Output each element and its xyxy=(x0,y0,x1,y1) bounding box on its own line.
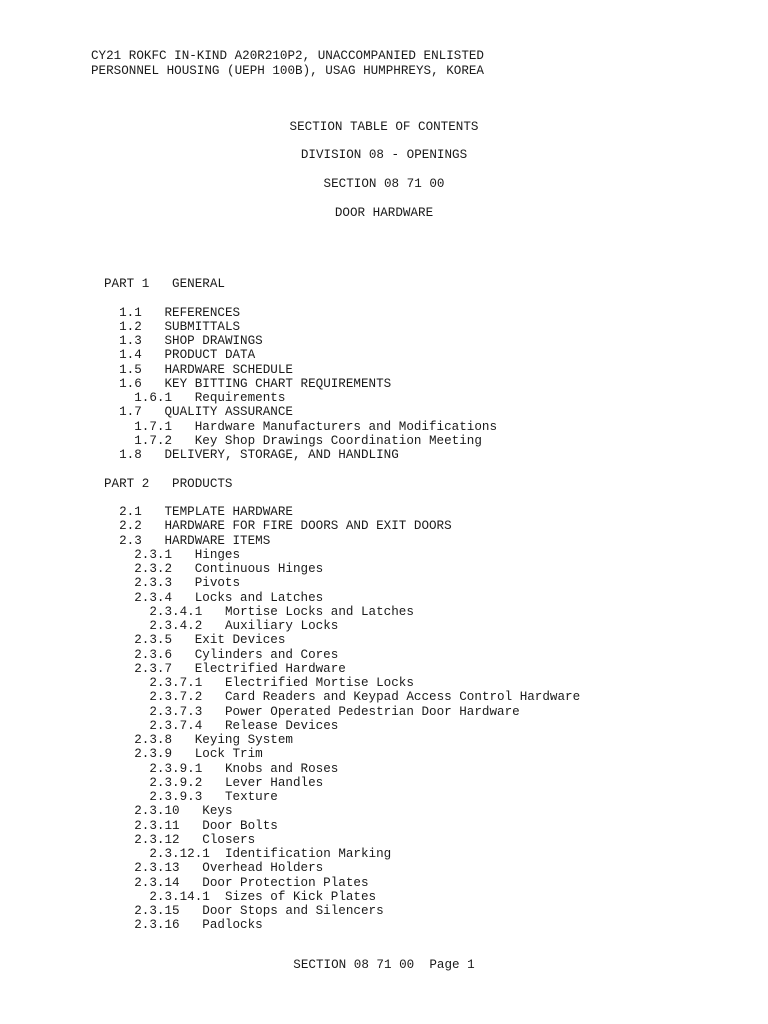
toc-entry xyxy=(104,391,580,405)
toc-entry-title: Door Stops and Silencers xyxy=(202,904,384,918)
toc-indent xyxy=(104,861,134,875)
toc-entry-number: 1.5 xyxy=(119,362,142,377)
toc-entry xyxy=(104,348,580,362)
toc-indent xyxy=(104,776,149,790)
toc-spacer xyxy=(104,291,580,305)
toc-entry xyxy=(104,662,580,676)
toc-indent xyxy=(104,519,119,533)
toc-entry xyxy=(104,676,580,690)
toc-entry-number: 1.3 xyxy=(119,334,142,348)
toc-entry-title: GENERAL xyxy=(172,277,225,291)
toc-indent xyxy=(104,306,119,320)
toc-indent xyxy=(104,377,119,391)
toc-entry-number: 2.3.15 xyxy=(134,904,180,918)
toc-entry xyxy=(104,576,580,590)
toc-indent xyxy=(104,676,149,690)
toc-entry-number: 2.3.9.1 xyxy=(149,761,203,776)
toc-entry-number: 1.4 xyxy=(119,348,142,363)
toc-entry-title: Door Protection Plates xyxy=(202,875,369,890)
toc-entry xyxy=(104,334,580,348)
toc-entry-title: Knobs and Roses xyxy=(224,761,339,776)
toc-entry-title: Lever Handles xyxy=(224,775,324,790)
toc-entry-title: Hinges xyxy=(194,547,241,562)
toc-indent xyxy=(104,904,134,918)
toc-indent xyxy=(104,534,119,548)
toc-indent xyxy=(104,890,149,904)
toc-entry-title: Locks and Latches xyxy=(194,590,324,605)
toc-indent xyxy=(104,819,134,833)
toc-entry-number: 1.7 xyxy=(119,405,142,420)
toc-entry-number: 2.3.9.2 xyxy=(149,775,203,790)
toc-entry-number: 2.3.9.3 xyxy=(149,790,203,804)
toc-entry-title: Sizes of Kick Plates xyxy=(224,889,377,904)
toc-entry-title: REFERENCES xyxy=(164,305,241,320)
toc-entry xyxy=(104,648,580,662)
toc-indent xyxy=(104,591,134,605)
toc-title: SECTION TABLE OF CONTENTS xyxy=(289,120,479,134)
toc-entry-number: 2.3.3 xyxy=(134,576,173,591)
toc-entry xyxy=(104,377,580,391)
toc-entry-number: 2.3 xyxy=(119,533,142,548)
toc-entry-number: 2.3.4.1 xyxy=(149,604,203,619)
toc-entry-title: Electrified Mortise Locks xyxy=(224,676,414,690)
toc-indent xyxy=(104,363,119,377)
toc-entry-title: Identification Marking xyxy=(224,847,392,861)
toc-entry-number: 1.7.2 xyxy=(134,433,173,448)
toc-entry-number: 2.3.8 xyxy=(134,733,173,747)
toc-indent xyxy=(104,320,119,334)
table-of-contents xyxy=(104,277,580,933)
toc-entry-number: 2.3.7.2 xyxy=(149,690,203,705)
toc-indent xyxy=(104,562,134,576)
toc-entry-number: 1.6 xyxy=(119,376,142,391)
toc-entry xyxy=(104,548,580,562)
toc-entry-title: QUALITY ASSURANCE xyxy=(164,405,293,420)
toc-indent xyxy=(104,619,149,633)
toc-entry-number: 1.7.1 xyxy=(134,419,173,434)
toc-entry-title: Mortise Locks and Latches xyxy=(224,604,414,619)
toc-indent xyxy=(104,762,149,776)
toc-part-heading xyxy=(104,277,580,291)
toc-entry-title: PRODUCT DATA xyxy=(164,348,256,363)
toc-entry-number: PART 2 xyxy=(104,476,150,491)
toc-indent xyxy=(104,733,134,747)
toc-entry-number: 2.3.12.1 xyxy=(149,847,210,861)
toc-entry xyxy=(104,619,580,633)
toc-entry xyxy=(104,534,580,548)
toc-entry-title: Key Shop Drawings Coordination Meeting xyxy=(194,433,482,448)
toc-indent xyxy=(104,348,119,362)
toc-entry xyxy=(104,363,580,377)
toc-indent xyxy=(104,605,149,619)
toc-entry-title: Electrified Hardware xyxy=(194,661,346,676)
toc-entry-number: 2.3.7 xyxy=(134,661,173,676)
toc-entry-title: Power Operated Pedestrian Door Hardware xyxy=(224,704,520,719)
toc-entry-number: 2.3.6 xyxy=(134,647,173,662)
toc-indent xyxy=(104,505,119,519)
toc-spacer xyxy=(104,491,580,505)
section-name: DOOR HARDWARE xyxy=(334,206,434,220)
toc-entry-title: Requirements xyxy=(194,391,286,405)
toc-entry xyxy=(104,705,580,719)
toc-indent xyxy=(104,662,134,676)
toc-entry xyxy=(104,776,580,790)
toc-entry-title: Card Readers and Keypad Access Control Hardware xyxy=(224,690,581,705)
toc-entry-number: PART 1 xyxy=(104,277,150,291)
toc-indent xyxy=(104,719,149,733)
toc-indent xyxy=(104,847,149,861)
toc-indent xyxy=(104,705,149,719)
toc-indent xyxy=(104,334,119,348)
toc-entry xyxy=(104,890,580,904)
toc-entry xyxy=(104,605,580,619)
toc-entry xyxy=(104,918,580,932)
toc-entry-title: Overhead Holders xyxy=(202,861,324,876)
toc-entry xyxy=(104,448,580,462)
toc-entry-number: 2.2 xyxy=(119,519,142,534)
toc-entry-title: TEMPLATE HARDWARE xyxy=(164,505,293,519)
toc-entry xyxy=(104,690,580,704)
toc-indent xyxy=(104,804,134,818)
division-title: DIVISION 08 - OPENINGS xyxy=(300,148,468,162)
toc-entry xyxy=(104,804,580,818)
toc-entry-title: SHOP DRAWINGS xyxy=(164,334,263,348)
project-line-1: CY21 ROKFC IN-KIND A20R210P2, UNACCOMPANIED ENLISTED xyxy=(91,49,484,63)
toc-entry-title: Texture xyxy=(224,790,278,804)
page-footer: SECTION 08 71 00 Page 1 xyxy=(293,958,475,972)
toc-indent xyxy=(104,747,134,761)
toc-indent xyxy=(104,420,134,434)
toc-part-heading xyxy=(104,477,580,491)
toc-indent xyxy=(104,790,149,804)
toc-entry xyxy=(104,633,580,647)
toc-entry xyxy=(104,747,580,761)
toc-entry-number: 1.1 xyxy=(119,305,142,320)
toc-entry-number: 1.6.1 xyxy=(134,391,173,405)
toc-entry-number: 2.3.2 xyxy=(134,562,173,576)
toc-entry xyxy=(104,733,580,747)
toc-spacer xyxy=(104,462,580,476)
toc-entry xyxy=(104,306,580,320)
toc-entry-number: 1.2 xyxy=(119,319,142,334)
toc-indent xyxy=(104,391,134,405)
toc-entry-number: 2.3.9 xyxy=(134,747,173,762)
toc-entry-number: 2.3.7.1 xyxy=(149,676,203,690)
toc-indent xyxy=(104,918,134,932)
toc-indent xyxy=(104,833,134,847)
toc-entry xyxy=(104,420,580,434)
toc-entry-title: SUBMITTALS xyxy=(164,319,241,334)
toc-entry xyxy=(104,591,580,605)
toc-entry-title: Padlocks xyxy=(202,918,263,933)
toc-entry-title: KEY BITTING CHART REQUIREMENTS xyxy=(164,376,392,391)
toc-indent xyxy=(104,448,119,462)
toc-entry xyxy=(104,320,580,334)
section-number: SECTION 08 71 00 xyxy=(323,177,445,191)
toc-entry xyxy=(104,562,580,576)
toc-entry-title: HARDWARE ITEMS xyxy=(164,533,271,548)
toc-entry-number: 2.3.16 xyxy=(134,918,180,933)
toc-entry xyxy=(104,519,580,533)
toc-entry-title: Closers xyxy=(202,832,256,847)
toc-entry xyxy=(104,876,580,890)
toc-entry xyxy=(104,904,580,918)
toc-indent xyxy=(104,576,134,590)
toc-entry-number: 2.3.12 xyxy=(134,832,180,847)
toc-entry-number: 2.3.1 xyxy=(134,547,173,562)
project-line-2: PERSONNEL HOUSING (UEPH 100B), USAG HUMPHREYS, KOREA xyxy=(91,64,484,78)
toc-entry-title: Keys xyxy=(202,804,233,819)
toc-entry-title: Pivots xyxy=(194,576,241,591)
toc-indent xyxy=(104,690,149,704)
toc-entry-title: DELIVERY, STORAGE, AND HANDLING xyxy=(164,448,399,462)
toc-entry xyxy=(104,434,580,448)
toc-entry-title: Lock Trim xyxy=(194,747,263,762)
toc-entry-title: Hardware Manufacturers and Modifications xyxy=(194,419,498,434)
toc-entry xyxy=(104,833,580,847)
toc-entry-title: Release Devices xyxy=(224,718,339,733)
toc-indent xyxy=(104,876,134,890)
toc-entry-number: 2.3.7.4 xyxy=(149,718,203,733)
toc-entry-number: 2.3.7.3 xyxy=(149,704,203,719)
toc-entry-number: 2.3.4 xyxy=(134,590,173,605)
toc-indent xyxy=(104,548,134,562)
toc-entry xyxy=(104,790,580,804)
toc-indent xyxy=(104,633,134,647)
toc-entry xyxy=(104,847,580,861)
toc-entry-number: 2.3.14.1 xyxy=(149,889,210,904)
toc-entry-number: 2.3.13 xyxy=(134,861,180,876)
toc-indent xyxy=(104,405,119,419)
toc-entry-title: Auxiliary Locks xyxy=(224,619,339,633)
toc-entry-number: 2.3.4.2 xyxy=(149,619,203,633)
toc-entry-number: 2.3.10 xyxy=(134,804,180,819)
toc-entry-number: 2.3.11 xyxy=(134,818,180,833)
toc-entry-title: Continuous Hinges xyxy=(194,562,324,576)
toc-entry xyxy=(104,762,580,776)
toc-entry-title: HARDWARE SCHEDULE xyxy=(164,362,293,377)
document-header xyxy=(91,49,484,79)
toc-entry-title: Cylinders and Cores xyxy=(194,647,339,662)
toc-entry xyxy=(104,819,580,833)
toc-entry xyxy=(104,861,580,875)
toc-indent xyxy=(104,434,134,448)
toc-entry-title: PRODUCTS xyxy=(172,476,233,491)
toc-entry-number: 2.1 xyxy=(119,505,142,519)
toc-entry-number: 2.3.14 xyxy=(134,875,180,890)
toc-entry xyxy=(104,719,580,733)
toc-entry-number: 2.3.5 xyxy=(134,633,173,648)
toc-entry-title: Door Bolts xyxy=(202,818,278,833)
toc-indent xyxy=(104,648,134,662)
toc-entry xyxy=(104,505,580,519)
toc-entry-title: Keying System xyxy=(194,733,293,747)
toc-entry-title: Exit Devices xyxy=(194,633,286,648)
toc-entry-title: HARDWARE FOR FIRE DOORS AND EXIT DOORS xyxy=(164,519,452,534)
toc-entry xyxy=(104,405,580,419)
toc-entry-number: 1.8 xyxy=(119,448,142,462)
